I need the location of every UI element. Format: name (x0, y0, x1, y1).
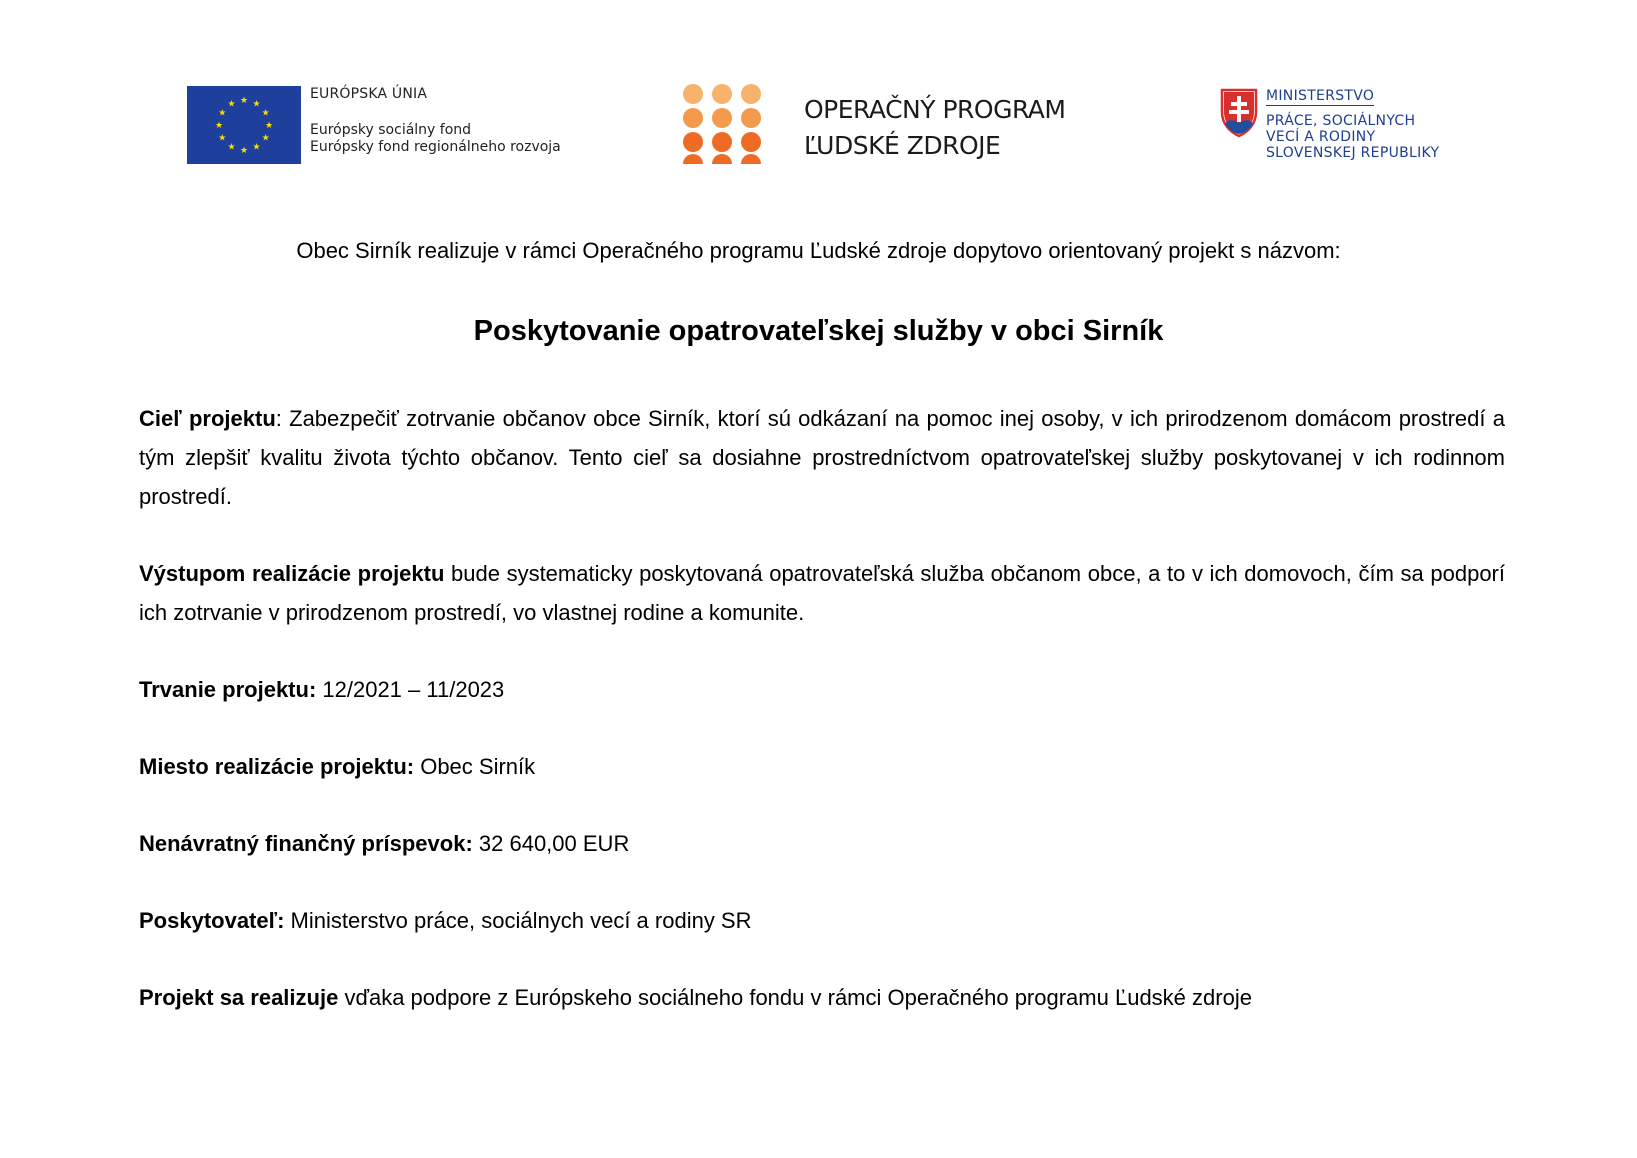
op-logo-line1: OPERAČNÝ PROGRAM (804, 95, 1066, 124)
ministry-logo (1220, 88, 1480, 168)
eu-star-icon: ★ (227, 98, 236, 109)
op-ludske-zdroje-logo (682, 84, 1092, 170)
eu-star-icon: ★ (227, 141, 236, 152)
eu-star-icon: ★ (252, 141, 261, 152)
eu-star-icon: ★ (261, 132, 270, 143)
eu-star-icon: ★ (218, 107, 227, 118)
project-details (139, 399, 1505, 1017)
op-half-dot-icon (741, 154, 761, 164)
op-dot-icon (741, 84, 761, 104)
project-location (139, 747, 1505, 786)
project-location-value: Obec Sirník (414, 754, 536, 779)
op-dot-icon (741, 132, 761, 152)
eu-star-icon: ★ (261, 107, 270, 118)
eu-flag-icon (187, 86, 301, 164)
project-goal-text: : Zabezpečiť zotrvanie občanov obce Sirník, ktorí sú odkázaní na pomoc inej osoby, v ich prirodzenom domácom prostredí a tým zlepšiť kvalitu života týchto občanov. Tento cieľ sa dosiahne prostredníctvom opatrovateľskej služby poskytovanej v ich rodinnom prostredí. (139, 406, 1506, 509)
eu-logo-line2: Európsky fond regionálneho rozvoja (310, 139, 561, 155)
ministry-logo-line3: VECÍ A RODINY (1266, 129, 1376, 145)
op-dot-icon (712, 108, 732, 128)
project-duration-value: 12/2021 – 11/2023 (316, 677, 505, 702)
op-dot-icon (683, 84, 703, 104)
op-logo-line2: ĽUDSKÉ ZDROJE (804, 131, 1001, 160)
project-duration-label: Trvanie projektu: (139, 677, 317, 702)
op-half-dot-icon (683, 154, 703, 164)
eu-logo-text (310, 86, 561, 156)
eu-star-icon: ★ (214, 120, 224, 130)
project-duration (139, 670, 1505, 709)
project-goal (139, 399, 1505, 516)
ministry-logo-line2: PRÁCE, SOCIÁLNYCH (1266, 113, 1416, 129)
op-dot-icon (683, 108, 703, 128)
project-funding-label: Projekt sa realizuje (139, 985, 339, 1010)
project-provider-value: Ministerstvo práce, sociálnych vecí a rodiny SR (284, 908, 752, 933)
op-dot-icon (683, 132, 703, 152)
op-dot-icon (712, 84, 732, 104)
project-output (139, 554, 1505, 632)
project-output-text: bude systematicky poskytovaná opatrovateľská služba občanom obce, a to v ich domovoch, čím sa podporí ich zotrvanie v prirodzenom prostredí, vo vlastnej rodine a komunite. (139, 561, 1505, 625)
op-dot-icon (712, 132, 732, 152)
project-goal-label: Cieľ projektu (139, 406, 276, 431)
eu-logo-line1: Európsky sociálny fond (310, 122, 472, 138)
op-dot-icon (741, 108, 761, 128)
eu-star-icon: ★ (218, 132, 227, 143)
eu-logo (187, 86, 577, 166)
ministry-logo-text (1266, 88, 1439, 161)
ministry-logo-line1: MINISTERSTVO (1266, 88, 1375, 104)
ministry-logo-line4: SLOVENSKEJ REPUBLIKY (1266, 145, 1440, 161)
project-funding-value: vďaka podpore z Európskeho sociálneho fondu v rámci Operačného programu Ľudské zdroje (338, 985, 1252, 1010)
project-grant-value: 32 640,00 EUR (472, 831, 630, 856)
project-grant (139, 824, 1505, 863)
logo-header (0, 0, 1637, 180)
project-location-label: Miesto realizácie projektu: (139, 754, 415, 779)
eu-star-icon: ★ (252, 98, 261, 109)
op-half-dot-icon (712, 154, 732, 164)
project-funding (139, 978, 1505, 1017)
eu-star-icon: ★ (239, 95, 249, 105)
eu-star-icon: ★ (239, 145, 249, 155)
project-title: Poskytovanie opatrovateľskej služby v obci Sirník (473, 315, 1164, 347)
eu-logo-title: EURÓPSKA ÚNIA (310, 86, 428, 102)
project-grant-label: Nenávratný finančný príspevok: (139, 831, 473, 856)
eu-star-icon: ★ (264, 120, 274, 130)
intro-text: Obec Sirník realizuje v rámci Operačného programu Ľudské zdroje dopytovo orientovaný projekt s názvom: (296, 238, 1341, 263)
project-output-label: Výstupom realizácie projektu (139, 561, 445, 586)
op-logo-text (804, 92, 1065, 164)
project-provider-label: Poskytovateľ: (139, 908, 285, 933)
project-provider (139, 901, 1505, 940)
